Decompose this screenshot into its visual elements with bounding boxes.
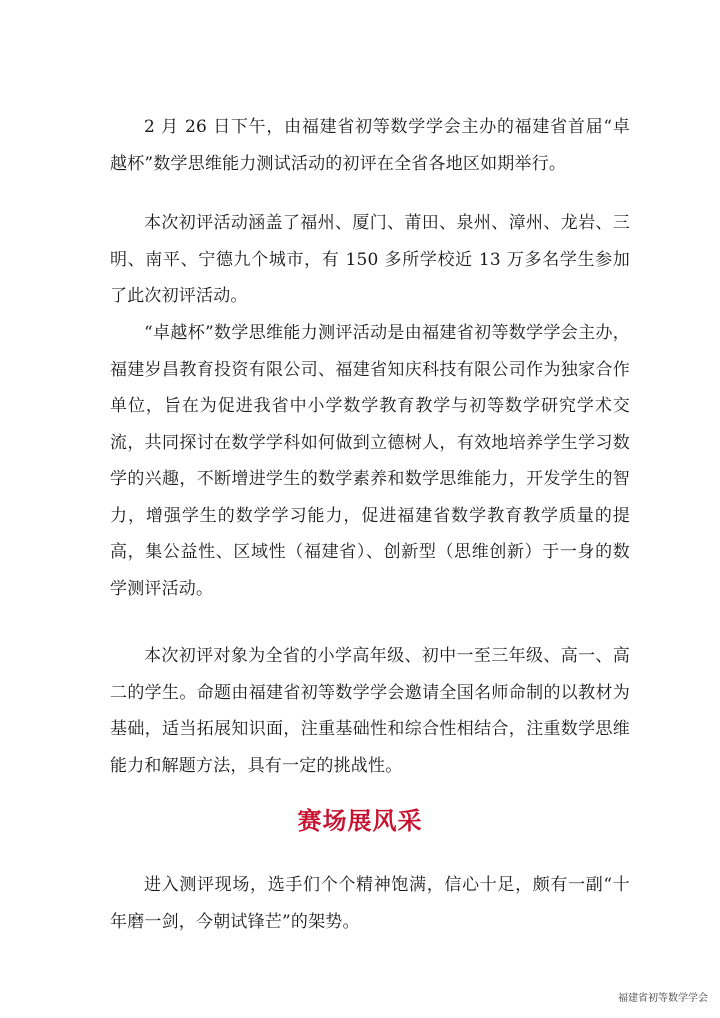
paragraph-scene: 进入测评现场，选手们个个精神饱满，信心十足，颇有一副“十年磨一剑，今朝试锋芒”的架势。 (110, 875, 630, 932)
footer-watermark: 福建省初等数学学会 (618, 993, 708, 1004)
section-heading: 赛场展风采 (297, 807, 423, 835)
paragraph-participants: 本次初评对象为全省的小学高年级、初中一至三年级、高一、高二的学生。命题由福建省初等数学学会邀请全国名师命制的以教材为基础，适当拓展知识面，注重基础性和综合性相结合，注重数学思维能力和解题方法，具有一定的挑战性。 (110, 646, 630, 776)
paragraph-intro: 2 月 26 日下午，由福建省初等数学学会主办的福建省首届“卓越杯”数学思维能力测试活动的初评在全省各地区如期举行。 (110, 117, 630, 174)
paragraph-purpose: “卓越杯”数学思维能力测评活动是由福建省初等数学学会主办，福建岁昌教育投资有限公司、福建省知庆科技有限公司作为独家合作单位，旨在为促进我省中小学数学教育教学与初等数学研究学术交流，共同探讨在数学学科如何做到立德树人，有效地培养学生学习数学的兴趣，不断增进学生的数学素养和数学思维能力，开发学生的智力，增强学生的数学学习能力，促进福建省数学教育教学质量的提高，集公益性、区域性（福建省）、创新型（思维创新）于一身的数学测评活动。 (110, 323, 630, 599)
paragraph-coverage: 本次初评活动涵盖了福州、厦门、莆田、泉州、漳州、龙岩、三明、南平、宁德九个城市，有 150 多所学校近 13 万多名学生参加了此次初评活动。 (110, 213, 630, 306)
